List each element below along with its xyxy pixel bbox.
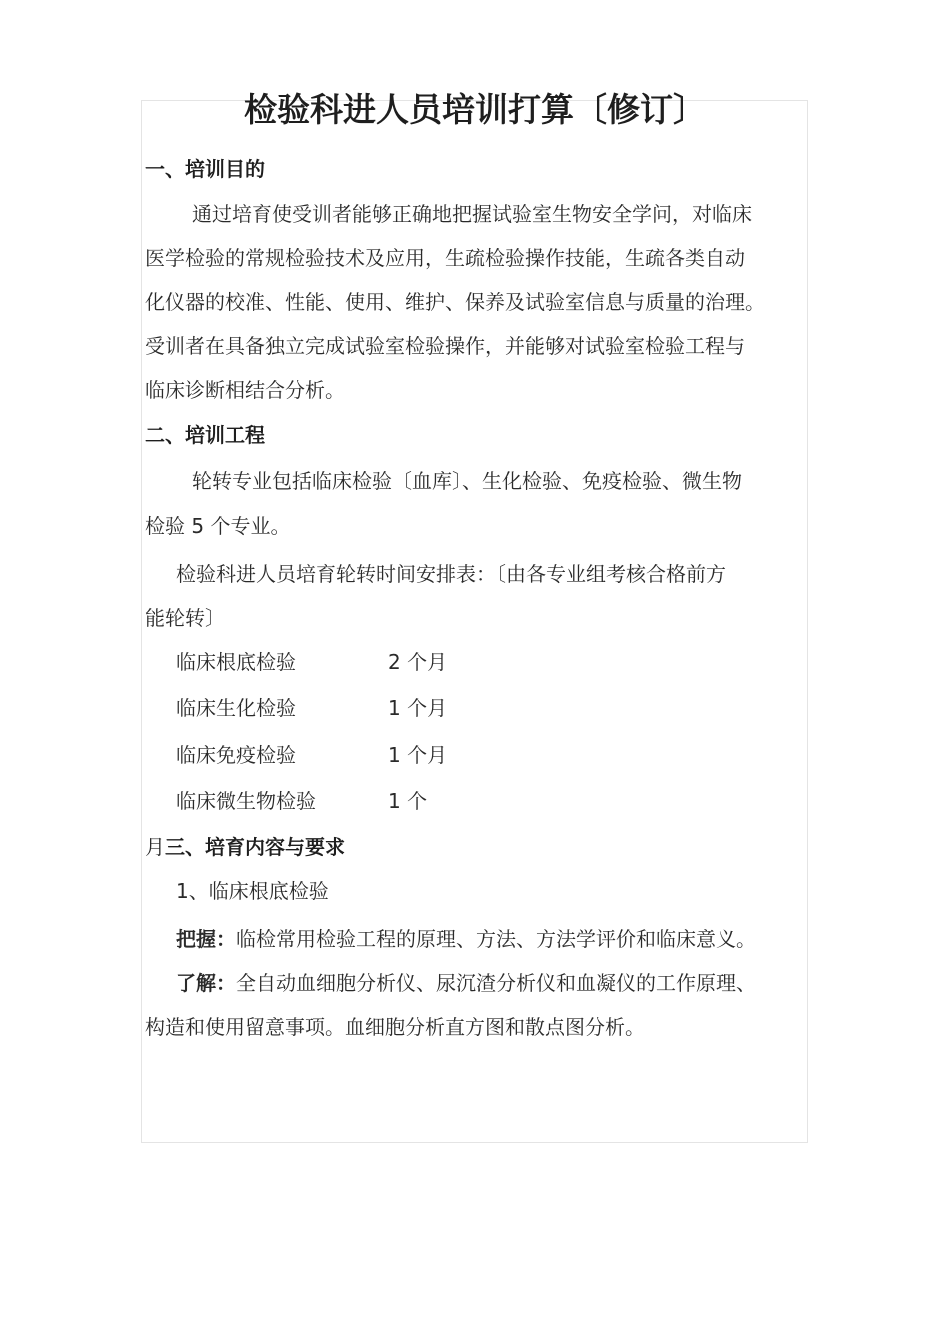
- section1-line-5: 临床诊断相结合分析。: [145, 378, 345, 402]
- section2-heading: 二、培训工程: [145, 423, 265, 447]
- schedule-item-name: 临床微生物检验: [176, 789, 316, 813]
- section1-heading: 一、培训目的: [145, 157, 265, 181]
- schedule-item-duration: 1 个: [388, 789, 428, 813]
- schedule-item-name: 临床生化检验: [176, 696, 296, 720]
- schedule-item-name: 临床根底检验: [176, 650, 296, 674]
- schedule-item-duration: 1 个月: [388, 696, 448, 720]
- section1-line-4: 受训者在具备独立完成试验室检验操作，并能够对试验室检验工程与: [145, 334, 745, 358]
- schedule-intro-line-2: 能轮转〕: [145, 606, 225, 630]
- schedule-intro-line-1: 检验科进人员培育轮转时间安排表：〔由各专业组考核合格前方: [176, 562, 726, 586]
- master-paragraph: [176, 925, 756, 953]
- understand-label: 了解：: [176, 971, 236, 995]
- understand-paragraph: [176, 969, 756, 997]
- understand-text-2: 构造和使用留意事项。血细胞分析直方图和散点图分析。: [145, 1015, 645, 1039]
- rotation-line-2: 检验 5 个专业。: [145, 514, 291, 538]
- section1-line-3: 化仪器的校准、性能、使用、维护、保养及试验室信息与质量的治理。: [145, 290, 765, 314]
- master-label: 把握：: [176, 927, 236, 951]
- understand-text-1: 全自动血细胞分析仪、尿沉渣分析仪和血凝仪的工作原理、: [236, 971, 756, 995]
- section3-subheading: 1、临床根底检验: [176, 879, 329, 903]
- section3-heading-line: [145, 833, 345, 861]
- schedule-item-duration: 1 个月: [388, 743, 448, 767]
- section1-line-2: 医学检验的常规检验技术及应用，生疏检验操作技能，生疏各类自动: [145, 246, 745, 270]
- document-title: 检验科进人员培训打算〔修订〕: [244, 90, 706, 129]
- section3-heading: 三、培育内容与要求: [165, 835, 345, 859]
- master-text: 临检常用检验工程的原理、方法、方法学评价和临床意义。: [236, 927, 756, 951]
- section1-line-1: 通过培育使受训者能够正确地把握试验室生物安全学问，对临床: [192, 202, 752, 226]
- month-suffix: 月: [145, 835, 165, 859]
- schedule-item-name: 临床免疫检验: [176, 743, 296, 767]
- rotation-line-1: 轮转专业包括临床检验〔血库〕、生化检验、免疫检验、微生物: [192, 469, 742, 493]
- schedule-item-duration: 2 个月: [388, 650, 448, 674]
